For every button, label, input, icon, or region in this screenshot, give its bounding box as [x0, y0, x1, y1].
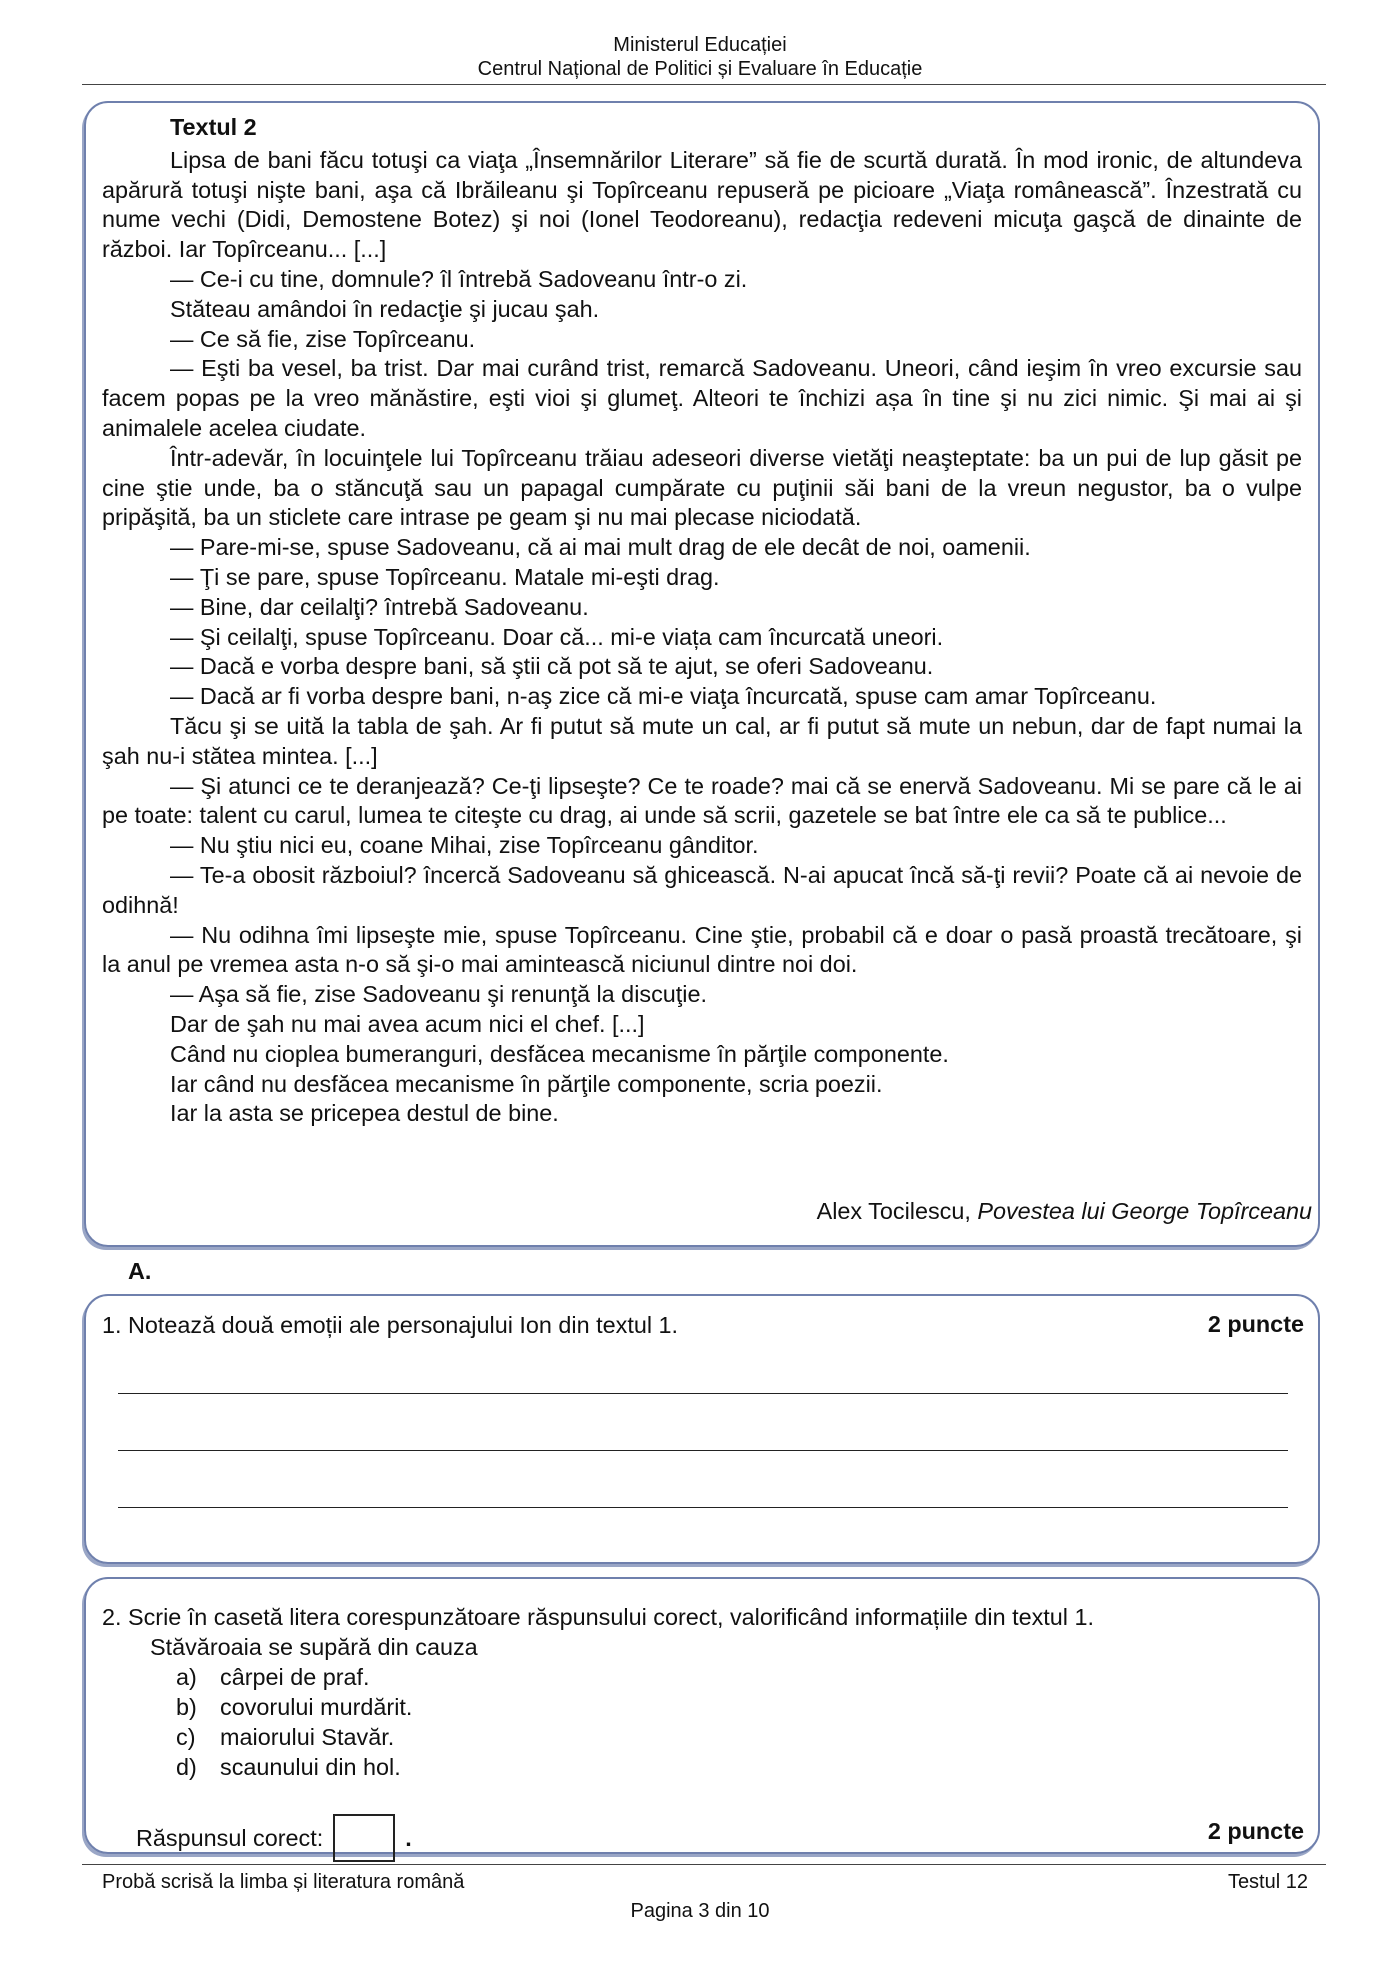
- paragraph: Tăcu şi se uită la tabla de şah. Ar fi putut să mute un cal, ar fi putut să mute un nebun, dar de fapt numai la şah nu-i stătea mintea. [...]: [102, 712, 1302, 769]
- section-label: A.: [128, 1258, 152, 1284]
- option-text: covorului murdărit.: [220, 1694, 413, 1720]
- source-author: Alex Tocilescu,: [816, 1198, 978, 1224]
- question2-points: 2 puncte: [1207, 1818, 1304, 1844]
- question1: [102, 1311, 678, 1341]
- option-text: maiorului Stavăr.: [220, 1724, 395, 1750]
- question2-stem: Stăvăroaia se supără din cauza: [150, 1634, 478, 1660]
- option-letter: b): [176, 1694, 197, 1720]
- paragraph: Iar când nu desfăcea mecanisme în părţile componente, scria poezii.: [170, 1070, 883, 1097]
- option-text: cârpei de praf.: [220, 1664, 370, 1690]
- paragraph: Dar de şah nu mai avea acum nici el chef. [...]: [170, 1010, 645, 1037]
- footer-exam-name: Probă scrisă la limba și literatura română: [102, 1871, 465, 1893]
- paragraph: Iar la asta se pricepea destul de bine.: [170, 1100, 559, 1127]
- question2: [102, 1603, 1094, 1633]
- answer-dot: .: [405, 1824, 412, 1851]
- option-text: scaunului din hol.: [220, 1754, 401, 1780]
- text2-content: [102, 113, 1302, 1129]
- paragraph: — Bine, dar ceilalţi? întrebă Sadoveanu.: [170, 593, 589, 620]
- paragraph: — Te-a obosit războiul? încercă Sadoveanu să ghicească. N-ai apucat încă să-ţi revii? Poate că ai nevoie de odihnă!: [102, 861, 1302, 918]
- paragraph: — Eşti ba vesel, ba trist. Dar mai curând trist, remarcă Sadoveanu. Uneori, când ieşim în vreo excursie sau facem popas pe la vreo mănăstire, eşti vioi şi glumeţ. Alteori te închizi așa în tine şi nu zici nimic. Şi mai ai şi animalele acelea ciudate.: [102, 355, 1302, 441]
- paragraph: — Aşa să fie, zise Sadoveanu şi renunţă la discuţie.: [170, 981, 707, 1008]
- header-ministry: Ministerul Educației: [613, 34, 787, 56]
- paragraph: Lipsa de bani făcu totuşi ca viaţa „Însemnărilor Literare” să fie de scurtă durată. În mod ironic, de altundeva apărură totuşi nişte bani, aşa că Ibrăileanu şi Topîrceanu repuseră pe picioare „Viaţa românească”. Înzestrată cu nume vechi (Didi, Demostene Botez) şi noi (Ionel Teodoreanu), redacţia redeveni micuţa gaşcă de dinainte de război. Iar Topîrceanu... [...]: [102, 146, 1302, 263]
- text2-title: Textul 2: [170, 114, 257, 140]
- text2-source: [817, 1198, 1312, 1225]
- source-work: Povestea lui George Topîrceanu: [977, 1198, 1312, 1224]
- paragraph: — Şi atunci ce te deranjează? Ce-ţi lipseşte? Ce te roade? mai că se enervă Sadoveanu. Mi se pare că le ai pe toate: talent cu carul, lumea te citeşte cu drag, ai unde să scrii, gazetele se bat între ele ca să te publice...: [102, 772, 1302, 829]
- paragraph: — Şi ceilalţi, spuse Topîrceanu. Doar că... mi-e viața cam încurcată uneori.: [170, 623, 944, 650]
- paragraph: — Nu ştiu nici eu, coane Mihai, zise Topîrceanu gânditor.: [170, 832, 759, 859]
- option-letter: c): [176, 1724, 196, 1750]
- question1-text: Notează două emoții ale personajului Ion din textul 1.: [128, 1312, 679, 1338]
- option-letter: a): [176, 1664, 197, 1690]
- question1-points: 2 puncte: [1207, 1311, 1304, 1337]
- answer-row: [136, 1814, 412, 1862]
- answer-line[interactable]: [118, 1507, 1288, 1508]
- paragraph: — Ce să fie, zise Topîrceanu.: [170, 325, 476, 352]
- footer-rule: [82, 1864, 1326, 1865]
- answer-label: Răspunsul corect:: [136, 1824, 324, 1851]
- question2-text: Scrie în casetă litera corespunzătoare răspunsului corect, valorificând informațiile din textul 1.: [128, 1604, 1095, 1630]
- paragraph: — Pare-mi-se, spuse Sadoveanu, că ai mai mult drag de ele decât de noi, oamenii.: [170, 534, 1031, 561]
- header-center: Centrul Național de Politici și Evaluare în Educație: [477, 58, 923, 80]
- question2-number: 2.: [102, 1604, 122, 1630]
- footer-page-number: Pagina 3 din 10: [630, 1900, 770, 1922]
- paragraph: Când nu cioplea bumeranguri, desfăcea mecanisme în părţile componente.: [170, 1040, 949, 1067]
- question1-number: 1.: [102, 1312, 122, 1338]
- paragraph: Într-adevăr, în locuinţele lui Topîrceanu trăiau adeseori diverse vietăţi neaşteptate: ba un pui de lup găsit pe cine ştie unde, ba o stăncuţă sau un papagal cumpărate cu puţinii săi bani de la vreun negustor, ba o vulpe pripăşită, ba un sticlete care intrase pe geam şi nu mai plecase niciodată.: [102, 444, 1302, 531]
- header-rule: [82, 84, 1326, 85]
- paragraph: Stăteau amândoi în redacţie şi jucau şah.: [170, 295, 600, 322]
- footer-test-number: Testul 12: [1227, 1871, 1308, 1893]
- paragraph: — Dacă e vorba despre bani, să ştii că pot să te ajut, se oferi Sadoveanu.: [170, 653, 934, 680]
- option-letter: d): [176, 1754, 197, 1780]
- answer-line[interactable]: [118, 1393, 1288, 1394]
- paragraph: — Dacă ar fi vorba despre bani, n-aş zice că mi-e viaţa încurcată, spuse cam amar Topîrceanu.: [170, 683, 1157, 710]
- paragraph: — Ţi se pare, spuse Topîrceanu. Matale mi-eşti drag.: [170, 563, 720, 590]
- answer-line[interactable]: [118, 1450, 1288, 1451]
- paragraph: — Nu odihna îmi lipseşte mie, spuse Topîrceanu. Cine ştie, probabil că e doar o pasă proastă trecătoare, şi la anul pe vremea asta n-o să şi-o mai amintească niciunul dintre noi doi.: [102, 921, 1302, 978]
- answer-box[interactable]: [333, 1814, 395, 1862]
- paragraph: — Ce-i cu tine, domnule? îl întrebă Sadoveanu într-o zi.: [170, 265, 748, 292]
